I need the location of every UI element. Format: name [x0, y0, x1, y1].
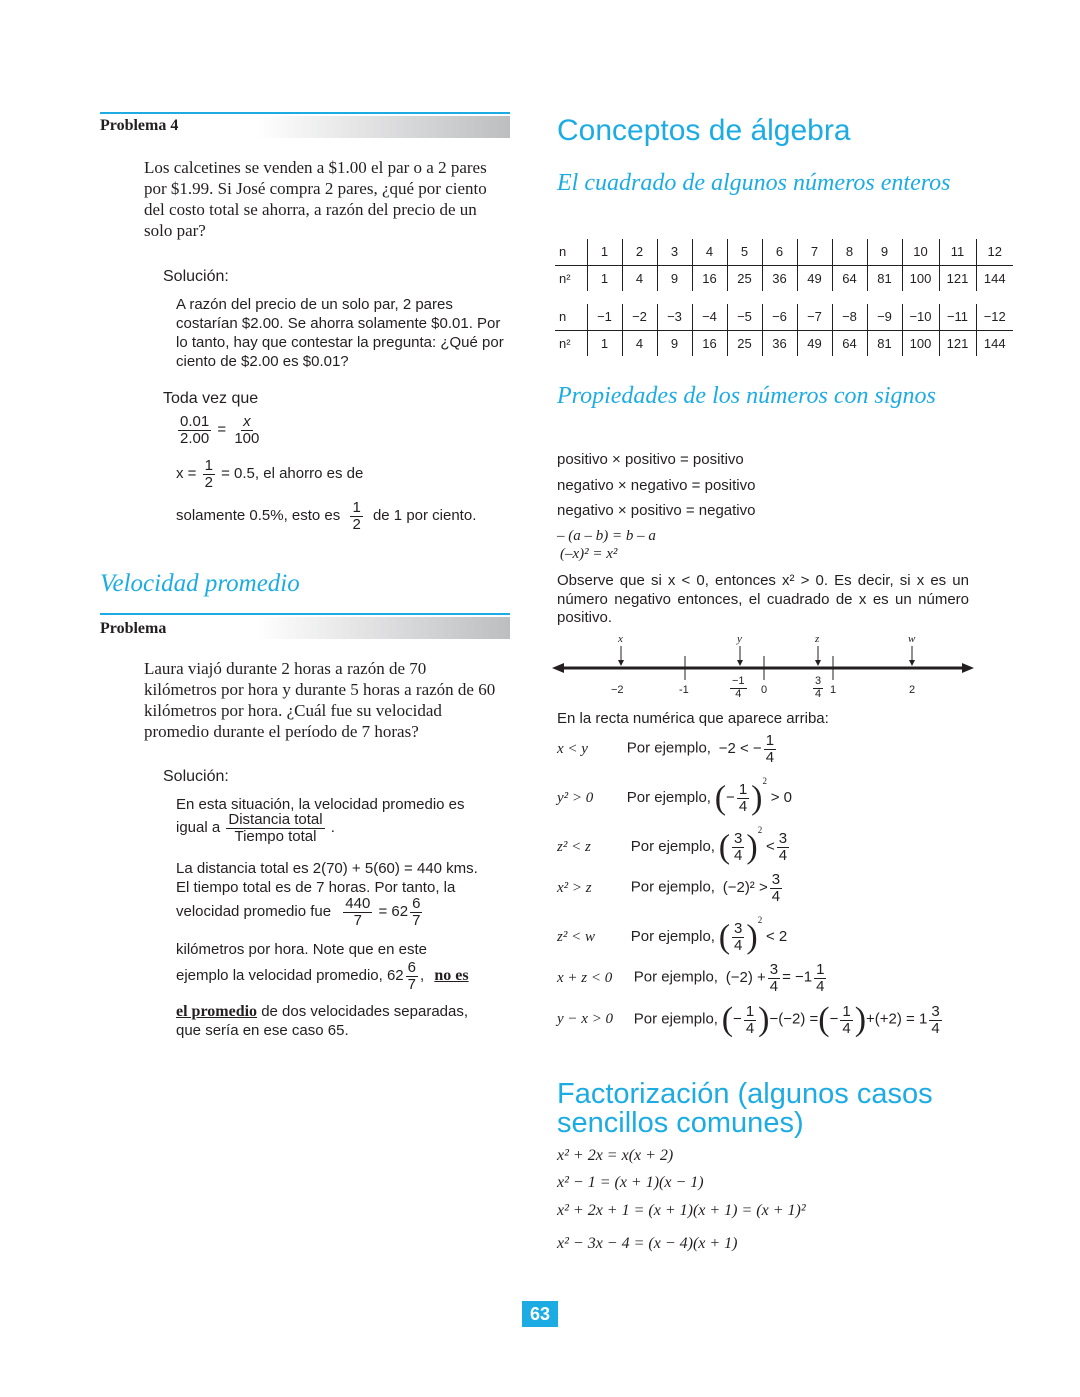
velocidad-line-1: En esta situación, la velocidad promedio es: [176, 796, 465, 813]
table-cell: −12: [976, 304, 1013, 330]
frac-num: −1: [732, 675, 745, 687]
prop-3: negativo × positivo = negativo: [557, 502, 756, 519]
table-cell: 7: [797, 239, 832, 265]
frac-num: 3: [734, 830, 743, 848]
table-cell: 49: [797, 330, 832, 356]
frac-den: 4: [734, 847, 743, 865]
frac-den: 4: [842, 1019, 851, 1037]
table-cell: −10: [902, 304, 939, 330]
equals: =: [217, 421, 227, 439]
factor-2: x² − 1 = (x + 1)(x − 1): [557, 1174, 704, 1191]
ejemplo-label: Por ejemplo,: [633, 968, 718, 986]
factor-4: x² − 3x − 4 = (x − 4)(x + 1): [557, 1235, 738, 1252]
velocidades-text: de dos velocidades separadas,: [261, 1003, 469, 1020]
frac-num: 3: [734, 920, 743, 938]
table-cell: n: [555, 304, 587, 330]
problem4-header: Problema 4: [100, 117, 179, 134]
comma: ,: [419, 967, 425, 985]
frac-den: 4: [771, 887, 781, 905]
period: .: [330, 819, 335, 837]
example-4: [557, 872, 784, 905]
table-cell: −8: [832, 304, 867, 330]
condition: x + z < 0: [557, 969, 613, 986]
velocidad-line-4: [176, 896, 424, 929]
velocidad-line-7: [176, 1003, 468, 1021]
table-cell: 36: [762, 265, 797, 291]
table-cell: 49: [797, 265, 832, 291]
velocidad-title: Velocidad promedio: [100, 570, 300, 597]
example-1: [557, 733, 778, 766]
velocidad-header: Problema: [100, 620, 167, 637]
velocidad-solution-label: Solución:: [163, 768, 229, 785]
example-5: z² < w Por ejemplo, ( $\frac{3}{4}$ )$^2$ < 2: [557, 915, 788, 956]
ex6-tail: = −1: [782, 968, 813, 986]
frac-num: 1: [842, 1002, 851, 1020]
example-6: [557, 962, 828, 995]
table-cell: 2: [622, 239, 657, 265]
condition: y² > 0: [557, 790, 594, 806]
solamente-text: solamente 0.5%, esto es: [176, 507, 341, 525]
el-promedio: el promedio: [176, 1003, 258, 1020]
frac-num: 1: [352, 499, 361, 516]
problem4-equation-3: [176, 500, 476, 533]
rhs: (−2)² >: [722, 878, 768, 896]
frac-num: 1: [204, 457, 213, 474]
table-cell: 1: [587, 239, 622, 265]
frac-num: 3: [931, 1002, 940, 1020]
table-cell: 81: [867, 265, 902, 291]
table-cell: 11: [939, 239, 976, 265]
frac-num: 440: [345, 895, 371, 912]
table-cell: 121: [939, 330, 976, 356]
table-cell: 1: [587, 330, 622, 356]
frac-num: 3: [778, 830, 788, 848]
example-7: y − x > 0 Por ejemplo, (− $\frac{1}{4}$ )−(−2) =(− $\frac{1}{4}$ )+(+2) = 1 $\frac{3}{4}$: [557, 1001, 940, 1038]
table-cell: −9: [867, 304, 902, 330]
example-2: y² > 0 Por ejemplo, (− $\frac{1}{4}$ )$^2$ > 0: [557, 776, 793, 817]
condition: y − x > 0: [557, 1011, 614, 1028]
table-cell: 4: [622, 330, 657, 356]
rhs: −2 < −: [718, 739, 762, 757]
tick-frac-pos: [811, 676, 825, 700]
frac-num: 3: [769, 961, 779, 978]
condition: z² < w: [557, 929, 595, 945]
table-cell: −5: [727, 304, 762, 330]
marker-label-y: y: [737, 633, 742, 645]
frac-den: Tiempo total: [234, 827, 317, 845]
table-cell: 16: [692, 330, 727, 356]
table-cell: 1: [587, 265, 622, 291]
x-equals: x =: [176, 465, 197, 483]
table-cell: 144: [976, 265, 1013, 291]
frac-den: 4: [734, 937, 743, 955]
table-row: [555, 239, 1013, 265]
marker-z: [815, 646, 821, 666]
table-cell: n²: [559, 335, 571, 351]
marker-x: [618, 646, 624, 666]
frac-num: 3: [771, 871, 781, 888]
ejemplo-label: Por ejemplo,: [630, 838, 715, 855]
table-cell: 25: [727, 330, 762, 356]
ejemplo-label: Por ejemplo,: [626, 789, 711, 806]
table-cell: 4: [622, 265, 657, 291]
ejemplo-text: ejemplo la velocidad promedio, 62: [176, 967, 404, 985]
table-row: [555, 265, 1013, 291]
recta-text: En la recta numérica que aparece arriba:: [557, 710, 829, 727]
table-cell: 81: [867, 330, 902, 356]
frac-num: 1: [816, 961, 825, 978]
arrow-right: [962, 663, 974, 673]
tick-label: 2: [909, 684, 916, 696]
igual-a: igual a: [176, 819, 221, 837]
problem4-text: Los calcetines se venden a $1.00 el par o a 2 pares por $1.99. Si José compra 2 pares, ¿qué por ciento del costo total se ahorra, a razón del precio de un solo par?: [144, 158, 487, 240]
de-1-text: de 1 por ciento.: [372, 507, 477, 525]
table-cell: 3: [657, 239, 692, 265]
tick-frac-neg: [728, 676, 749, 700]
table-cell: 12: [976, 239, 1013, 265]
arrow-left: [552, 663, 564, 673]
ejemplo-label: Por ejemplo,: [626, 739, 711, 757]
table-cell: −2: [622, 304, 657, 330]
frac-den: 4: [769, 977, 779, 995]
example-3: z² < z Por ejemplo, ( $\frac{3}{4}$ )$^2$ < $\frac{3}{4}$: [557, 825, 788, 866]
factor-1: x² + 2x = x(x + 2): [557, 1147, 674, 1164]
rhs: < 2: [765, 928, 788, 945]
factor-3: x² + 2x + 1 = (x + 1)(x + 1) = (x + 1)²: [557, 1202, 806, 1219]
frac-den: 2: [352, 515, 361, 533]
condition: x < y: [557, 740, 588, 757]
page-title: Conceptos de álgebra: [557, 114, 851, 147]
table-cell: 8: [832, 239, 867, 265]
factor-title: Factorización (algunos casos sencillos comunes): [557, 1078, 933, 1139]
table-cell: 6: [762, 239, 797, 265]
table-cell: −6: [762, 304, 797, 330]
velocidad-line-5: kilómetros por hora. Note que en este: [176, 941, 427, 958]
prop-2: negativo × negativo = positivo: [557, 477, 756, 494]
problem4-equation-2: [176, 458, 363, 491]
table-cell: 9: [657, 265, 692, 291]
frac-num: 1: [765, 732, 775, 749]
frac-den: 4: [815, 687, 822, 700]
table-cell: n: [555, 239, 587, 265]
table-cell: 10: [902, 239, 939, 265]
marker-label-w: w: [908, 633, 916, 645]
observe-text: Observe que si x < 0, entonces x² > 0. Es decir, si x es un número negativo entonces, el cuadrado de x es un número positivo.: [557, 572, 969, 626]
velocidad-line-3: El tiempo total es de 7 horas. Por tanto, la: [176, 879, 456, 896]
table-cell: −7: [797, 304, 832, 330]
condition: z² < z: [557, 839, 591, 855]
ejemplo-label: Por ejemplo,: [630, 878, 715, 896]
table-cell: 144: [976, 330, 1013, 356]
prop-5: (–x)² = x²: [560, 546, 618, 562]
table-cell: 9: [867, 239, 902, 265]
ex7-tail: +(+2) = 1: [866, 1010, 928, 1028]
rhs: > 0: [770, 789, 793, 806]
ex7-mid: −(−2) =: [769, 1010, 819, 1028]
ejemplo-label: Por ejemplo,: [633, 1010, 718, 1028]
table-cell: 64: [832, 265, 867, 291]
ejemplo-label: Por ejemplo,: [630, 928, 715, 945]
table-row: [555, 304, 1013, 330]
velocidad-line-6: [176, 960, 469, 993]
frac-den: 2: [204, 473, 213, 491]
marker-w: [909, 646, 915, 666]
squares-title: El cuadrado de algunos números enteros: [557, 170, 951, 196]
table-cell: n²: [559, 270, 571, 286]
table-cell: −4: [692, 304, 727, 330]
tick-label: −2: [611, 684, 624, 696]
table-cell: −11: [939, 304, 976, 330]
table-cell: 100: [902, 265, 939, 291]
frac-num: 6: [412, 895, 421, 912]
table-cell: 4: [692, 239, 727, 265]
problem4-solution-label: Solución:: [163, 268, 229, 285]
velocidad-fue: velocidad promedio fue: [176, 903, 332, 921]
squares-table-positive: [555, 239, 1013, 291]
frac-num: 6: [407, 959, 416, 976]
table-cell: 5: [727, 239, 762, 265]
marker-y: [737, 646, 743, 666]
table-cell: 16: [692, 265, 727, 291]
velocidad-formula: [176, 812, 335, 845]
condition: x² > z: [557, 879, 592, 896]
problem4-toda-vez: Toda vez que: [163, 390, 259, 407]
rhs: <: [765, 838, 775, 855]
marker-label-z: z: [815, 633, 820, 645]
frac-den: 4: [816, 977, 825, 995]
page-number: 63: [529, 1303, 551, 1324]
page-number-box: [522, 1301, 558, 1327]
frac-num: 1: [738, 781, 748, 799]
velocidad-text: Laura viajó durante 2 horas a razón de 70 kilómetros por hora y durante 5 horas a razón de 60 kilómetros por hora. ¿Cuál fue su velocidad promedio durante el período de 7 horas?: [144, 659, 496, 741]
tick-label: -1: [679, 684, 689, 696]
frac-den: 4: [778, 847, 788, 865]
table-cell: 121: [939, 265, 976, 291]
frac-den: 7: [353, 911, 362, 929]
velocidad-line-8: que sería en ese caso 65.: [176, 1022, 349, 1039]
problem4-solution-text: A razón del precio de un solo par, 2 pares costarían $2.00. Se ahorra solamente $0.01. Por lo tanto, hay que contestar la pregunta: ¿Qué por ciento de $2.00 es $0.01?: [176, 296, 504, 370]
problem4-equation-1: [176, 414, 263, 447]
number-line: [550, 630, 980, 710]
prop-4: – (a – b) = b – a: [557, 528, 656, 544]
table-cell: 100: [902, 330, 939, 356]
frac-den: 7: [412, 911, 421, 929]
problem4-header-bar: [100, 112, 510, 138]
frac-num: 3: [815, 675, 822, 687]
eq62: = 62: [378, 903, 409, 921]
table-cell: 9: [657, 330, 692, 356]
table-cell: 36: [762, 330, 797, 356]
rhs: (−2) +: [725, 968, 766, 986]
frac-den: 4: [735, 687, 742, 700]
frac-den: 4: [745, 1019, 755, 1037]
frac-num: 0.01: [180, 413, 210, 430]
frac-num: 1: [745, 1002, 755, 1020]
result-text: = 0.5, el ahorro es de: [221, 465, 364, 483]
frac-den: 100: [234, 429, 260, 447]
frac-den: 4: [931, 1019, 940, 1037]
no-es: no es: [434, 967, 469, 985]
tick-label: 0: [761, 684, 768, 696]
tick-label: 1: [830, 684, 837, 696]
frac-den: 4: [738, 798, 748, 816]
table-cell: 64: [832, 330, 867, 356]
frac-den: 7: [407, 975, 416, 993]
frac-den: 4: [765, 748, 775, 766]
velocidad-line-2: La distancia total es 2(70) + 5(60) = 440 kms.: [176, 860, 478, 877]
frac-num: x: [243, 413, 251, 430]
table-cell: −3: [657, 304, 692, 330]
frac-den: 2.00: [180, 429, 210, 447]
velocidad-header-bar: [100, 613, 510, 639]
table-cell: −1: [587, 304, 622, 330]
frac-num: Distancia total: [228, 811, 323, 828]
table-cell: 25: [727, 265, 762, 291]
table-row: [555, 330, 1013, 356]
squares-table-negative: [555, 304, 1013, 356]
props-title: Propiedades de los números con signos: [557, 383, 936, 409]
marker-label-x: x: [618, 633, 623, 645]
prop-1: positivo × positivo = positivo: [557, 451, 744, 468]
